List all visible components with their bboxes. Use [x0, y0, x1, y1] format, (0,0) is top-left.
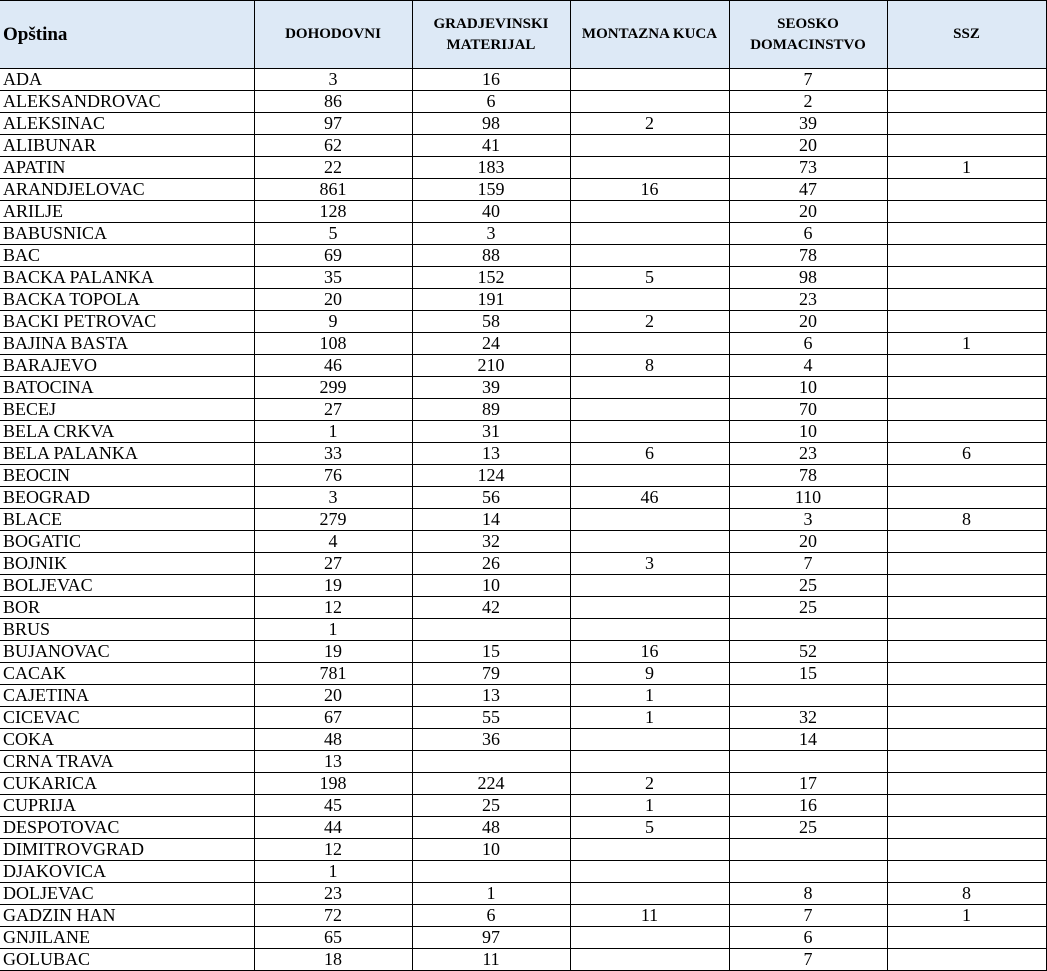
municipality-cell: BEOGRAD — [0, 487, 254, 509]
municipality-cell: BOJNIK — [0, 553, 254, 575]
gradjevinski-materijal-cell: 55 — [412, 707, 570, 729]
header-opstina: Opština — [0, 1, 254, 69]
municipality-cell: CUKARICA — [0, 773, 254, 795]
municipality-cell: GADZIN HAN — [0, 905, 254, 927]
municipality-cell: BAC — [0, 245, 254, 267]
dohodovni-cell: 3 — [254, 69, 412, 91]
ssz-cell — [887, 553, 1046, 575]
dohodovni-cell: 5 — [254, 223, 412, 245]
montazna-kuca-cell — [570, 465, 729, 487]
gradjevinski-materijal-cell: 32 — [412, 531, 570, 553]
gradjevinski-materijal-cell: 48 — [412, 817, 570, 839]
dohodovni-cell: 3 — [254, 487, 412, 509]
table-row — [0, 597, 1046, 619]
gradjevinski-materijal-cell: 24 — [412, 333, 570, 355]
header-dohodovni: DOHODOVNI — [254, 1, 412, 69]
municipality-cell: BATOCINA — [0, 377, 254, 399]
dohodovni-cell: 781 — [254, 663, 412, 685]
table-row — [0, 267, 1046, 289]
ssz-cell: 6 — [887, 443, 1046, 465]
gradjevinski-materijal-cell: 88 — [412, 245, 570, 267]
table-row — [0, 619, 1046, 641]
dohodovni-cell: 45 — [254, 795, 412, 817]
gradjevinski-materijal-cell: 41 — [412, 135, 570, 157]
municipality-cell: CICEVAC — [0, 707, 254, 729]
montazna-kuca-cell — [570, 861, 729, 883]
ssz-cell — [887, 179, 1046, 201]
table-row — [0, 905, 1046, 927]
ssz-cell — [887, 707, 1046, 729]
municipality-cell: BEOCIN — [0, 465, 254, 487]
table-row — [0, 707, 1046, 729]
municipality-cell: BACKA PALANKA — [0, 267, 254, 289]
montazna-kuca-cell — [570, 597, 729, 619]
table-row — [0, 531, 1046, 553]
gradjevinski-materijal-cell: 14 — [412, 509, 570, 531]
dohodovni-cell: 1 — [254, 619, 412, 641]
montazna-kuca-cell: 2 — [570, 773, 729, 795]
dohodovni-cell: 76 — [254, 465, 412, 487]
table-row — [0, 751, 1046, 773]
montazna-kuca-cell — [570, 421, 729, 443]
montazna-kuca-cell: 2 — [570, 113, 729, 135]
ssz-cell — [887, 377, 1046, 399]
table-row — [0, 377, 1046, 399]
ssz-cell: 1 — [887, 905, 1046, 927]
table-row — [0, 487, 1046, 509]
municipality-cell: ALEKSANDROVAC — [0, 91, 254, 113]
seosko-domacinstvo-cell: 15 — [729, 663, 887, 685]
municipality-cell: DOLJEVAC — [0, 883, 254, 905]
seosko-domacinstvo-cell: 78 — [729, 465, 887, 487]
montazna-kuca-cell — [570, 157, 729, 179]
municipality-cell: BUJANOVAC — [0, 641, 254, 663]
table-row — [0, 355, 1046, 377]
table-row — [0, 69, 1046, 91]
gradjevinski-materijal-cell: 31 — [412, 421, 570, 443]
dohodovni-cell: 861 — [254, 179, 412, 201]
ssz-cell: 1 — [887, 333, 1046, 355]
table-row — [0, 883, 1046, 905]
seosko-domacinstvo-cell: 73 — [729, 157, 887, 179]
gradjevinski-materijal-cell: 13 — [412, 685, 570, 707]
montazna-kuca-cell: 1 — [570, 685, 729, 707]
dohodovni-cell: 128 — [254, 201, 412, 223]
gradjevinski-materijal-cell: 159 — [412, 179, 570, 201]
table-row — [0, 157, 1046, 179]
dohodovni-cell: 19 — [254, 575, 412, 597]
table-row — [0, 465, 1046, 487]
dohodovni-cell: 22 — [254, 157, 412, 179]
table-row — [0, 399, 1046, 421]
dohodovni-cell: 69 — [254, 245, 412, 267]
seosko-domacinstvo-cell — [729, 619, 887, 641]
seosko-domacinstvo-cell: 110 — [729, 487, 887, 509]
table-row — [0, 421, 1046, 443]
montazna-kuca-cell: 16 — [570, 179, 729, 201]
dohodovni-cell: 46 — [254, 355, 412, 377]
ssz-cell — [887, 685, 1046, 707]
municipality-cell: ALEKSINAC — [0, 113, 254, 135]
gradjevinski-materijal-cell: 3 — [412, 223, 570, 245]
gradjevinski-materijal-cell: 10 — [412, 575, 570, 597]
ssz-cell — [887, 619, 1046, 641]
seosko-domacinstvo-cell: 25 — [729, 597, 887, 619]
montazna-kuca-cell: 5 — [570, 817, 729, 839]
municipality-cell: ARANDJELOVAC — [0, 179, 254, 201]
table-row — [0, 663, 1046, 685]
gradjevinski-materijal-cell: 13 — [412, 443, 570, 465]
montazna-kuca-cell: 2 — [570, 311, 729, 333]
table-row — [0, 839, 1046, 861]
dohodovni-cell: 20 — [254, 289, 412, 311]
table-row — [0, 223, 1046, 245]
montazna-kuca-cell — [570, 135, 729, 157]
ssz-cell: 8 — [887, 509, 1046, 531]
montazna-kuca-cell — [570, 619, 729, 641]
ssz-cell — [887, 421, 1046, 443]
dohodovni-cell: 279 — [254, 509, 412, 531]
dohodovni-cell: 23 — [254, 883, 412, 905]
ssz-cell — [887, 465, 1046, 487]
table-row — [0, 861, 1046, 883]
seosko-domacinstvo-cell: 25 — [729, 575, 887, 597]
seosko-domacinstvo-cell: 20 — [729, 135, 887, 157]
dohodovni-cell: 9 — [254, 311, 412, 333]
table-row — [0, 795, 1046, 817]
gradjevinski-materijal-cell: 183 — [412, 157, 570, 179]
dohodovni-cell: 1 — [254, 861, 412, 883]
seosko-domacinstvo-cell: 23 — [729, 443, 887, 465]
ssz-cell — [887, 91, 1046, 113]
gradjevinski-materijal-cell: 42 — [412, 597, 570, 619]
seosko-domacinstvo-cell: 10 — [729, 421, 887, 443]
montazna-kuca-cell: 1 — [570, 795, 729, 817]
montazna-kuca-cell — [570, 531, 729, 553]
seosko-domacinstvo-cell: 25 — [729, 817, 887, 839]
table-row — [0, 817, 1046, 839]
municipality-cell: BAJINA BASTA — [0, 333, 254, 355]
table-row — [0, 179, 1046, 201]
ssz-cell — [887, 267, 1046, 289]
montazna-kuca-cell: 16 — [570, 641, 729, 663]
seosko-domacinstvo-cell: 6 — [729, 927, 887, 949]
dohodovni-cell: 44 — [254, 817, 412, 839]
gradjevinski-materijal-cell: 11 — [412, 949, 570, 971]
header-montazna-kuca: MONTAZNA KUCA — [570, 1, 729, 69]
montazna-kuca-cell: 3 — [570, 553, 729, 575]
municipality-cell: BELA CRKVA — [0, 421, 254, 443]
municipality-cell: BOR — [0, 597, 254, 619]
table-row — [0, 443, 1046, 465]
table-row — [0, 949, 1046, 971]
ssz-cell — [887, 487, 1046, 509]
seosko-domacinstvo-cell: 7 — [729, 553, 887, 575]
gradjevinski-materijal-cell: 40 — [412, 201, 570, 223]
dohodovni-cell: 1 — [254, 421, 412, 443]
municipality-cell: ARILJE — [0, 201, 254, 223]
dohodovni-cell: 13 — [254, 751, 412, 773]
ssz-cell — [887, 69, 1046, 91]
municipality-cell: GNJILANE — [0, 927, 254, 949]
header-row — [0, 1, 1046, 69]
table-row — [0, 201, 1046, 223]
montazna-kuca-cell — [570, 201, 729, 223]
dohodovni-cell: 12 — [254, 597, 412, 619]
montazna-kuca-cell: 1 — [570, 707, 729, 729]
table-row — [0, 773, 1046, 795]
seosko-domacinstvo-cell: 20 — [729, 531, 887, 553]
seosko-domacinstvo-cell: 39 — [729, 113, 887, 135]
ssz-cell — [887, 355, 1046, 377]
header-ssz: SSZ — [887, 1, 1046, 69]
gradjevinski-materijal-cell: 25 — [412, 795, 570, 817]
gradjevinski-materijal-cell: 10 — [412, 839, 570, 861]
municipality-cell: BOGATIC — [0, 531, 254, 553]
gradjevinski-materijal-cell: 58 — [412, 311, 570, 333]
dohodovni-cell: 19 — [254, 641, 412, 663]
gradjevinski-materijal-cell: 210 — [412, 355, 570, 377]
montazna-kuca-cell: 8 — [570, 355, 729, 377]
ssz-cell — [887, 311, 1046, 333]
gradjevinski-materijal-cell: 89 — [412, 399, 570, 421]
table-row — [0, 91, 1046, 113]
seosko-domacinstvo-cell — [729, 839, 887, 861]
ssz-cell — [887, 289, 1046, 311]
seosko-domacinstvo-cell — [729, 751, 887, 773]
gradjevinski-materijal-cell — [412, 861, 570, 883]
seosko-domacinstvo-cell: 3 — [729, 509, 887, 531]
municipality-cell: CRNA TRAVA — [0, 751, 254, 773]
dohodovni-cell: 198 — [254, 773, 412, 795]
dohodovni-cell: 65 — [254, 927, 412, 949]
montazna-kuca-cell — [570, 949, 729, 971]
gradjevinski-materijal-cell: 39 — [412, 377, 570, 399]
ssz-cell — [887, 751, 1046, 773]
gradjevinski-materijal-cell — [412, 619, 570, 641]
montazna-kuca-cell — [570, 223, 729, 245]
dohodovni-cell: 48 — [254, 729, 412, 751]
montazna-kuca-cell — [570, 729, 729, 751]
municipality-cell: DESPOTOVAC — [0, 817, 254, 839]
municipality-cell: BACKI PETROVAC — [0, 311, 254, 333]
dohodovni-cell: 299 — [254, 377, 412, 399]
municipality-cell: BACKA TOPOLA — [0, 289, 254, 311]
dohodovni-cell: 86 — [254, 91, 412, 113]
dohodovni-cell: 12 — [254, 839, 412, 861]
gradjevinski-materijal-cell: 26 — [412, 553, 570, 575]
dohodovni-cell: 18 — [254, 949, 412, 971]
montazna-kuca-cell — [570, 91, 729, 113]
seosko-domacinstvo-cell: 47 — [729, 179, 887, 201]
municipality-cell: APATIN — [0, 157, 254, 179]
gradjevinski-materijal-cell: 79 — [412, 663, 570, 685]
header-gradjevinski-materijal: GRADJEVINSKI MATERIJAL — [412, 1, 570, 69]
ssz-cell — [887, 949, 1046, 971]
table-row — [0, 113, 1046, 135]
gradjevinski-materijal-cell: 56 — [412, 487, 570, 509]
gradjevinski-materijal-cell: 16 — [412, 69, 570, 91]
seosko-domacinstvo-cell: 7 — [729, 949, 887, 971]
seosko-domacinstvo-cell: 4 — [729, 355, 887, 377]
ssz-cell: 8 — [887, 883, 1046, 905]
ssz-cell — [887, 597, 1046, 619]
seosko-domacinstvo-cell: 20 — [729, 201, 887, 223]
municipality-cell: BLACE — [0, 509, 254, 531]
municipality-cell: GOLUBAC — [0, 949, 254, 971]
dohodovni-cell: 72 — [254, 905, 412, 927]
table-row — [0, 685, 1046, 707]
gradjevinski-materijal-cell: 36 — [412, 729, 570, 751]
seosko-domacinstvo-cell: 20 — [729, 311, 887, 333]
dohodovni-cell: 97 — [254, 113, 412, 135]
ssz-cell — [887, 575, 1046, 597]
seosko-domacinstvo-cell — [729, 685, 887, 707]
montazna-kuca-cell — [570, 245, 729, 267]
dohodovni-cell: 67 — [254, 707, 412, 729]
seosko-domacinstvo-cell: 14 — [729, 729, 887, 751]
dohodovni-cell: 62 — [254, 135, 412, 157]
dohodovni-cell: 35 — [254, 267, 412, 289]
table-row — [0, 135, 1046, 157]
municipality-cell: CAJETINA — [0, 685, 254, 707]
seosko-domacinstvo-cell: 52 — [729, 641, 887, 663]
montazna-kuca-cell — [570, 377, 729, 399]
municipality-cell: BELA PALANKA — [0, 443, 254, 465]
ssz-cell: 1 — [887, 157, 1046, 179]
table-row — [0, 729, 1046, 751]
ssz-cell — [887, 245, 1046, 267]
municipality-cell: DIMITROVGRAD — [0, 839, 254, 861]
seosko-domacinstvo-cell: 10 — [729, 377, 887, 399]
seosko-domacinstvo-cell: 32 — [729, 707, 887, 729]
montazna-kuca-cell — [570, 399, 729, 421]
montazna-kuca-cell — [570, 839, 729, 861]
seosko-domacinstvo-cell — [729, 861, 887, 883]
ssz-cell — [887, 663, 1046, 685]
gradjevinski-materijal-cell: 6 — [412, 91, 570, 113]
seosko-domacinstvo-cell: 23 — [729, 289, 887, 311]
municipality-cell: BABUSNICA — [0, 223, 254, 245]
ssz-cell — [887, 641, 1046, 663]
ssz-cell — [887, 927, 1046, 949]
municipality-cell: CUPRIJA — [0, 795, 254, 817]
ssz-cell — [887, 795, 1046, 817]
seosko-domacinstvo-cell: 8 — [729, 883, 887, 905]
table-row — [0, 289, 1046, 311]
seosko-domacinstvo-cell: 98 — [729, 267, 887, 289]
seosko-domacinstvo-cell: 7 — [729, 905, 887, 927]
dohodovni-cell: 27 — [254, 553, 412, 575]
table-row — [0, 311, 1046, 333]
dohodovni-cell: 33 — [254, 443, 412, 465]
ssz-cell — [887, 531, 1046, 553]
ssz-cell — [887, 839, 1046, 861]
ssz-cell — [887, 135, 1046, 157]
dohodovni-cell: 4 — [254, 531, 412, 553]
municipality-cell: BOLJEVAC — [0, 575, 254, 597]
gradjevinski-materijal-cell: 15 — [412, 641, 570, 663]
montazna-kuca-cell — [570, 927, 729, 949]
header-seosko-domacinstvo: SEOSKO DOMACINSTVO — [729, 1, 887, 69]
montazna-kuca-cell — [570, 333, 729, 355]
gradjevinski-materijal-cell: 97 — [412, 927, 570, 949]
gradjevinski-materijal-cell: 98 — [412, 113, 570, 135]
gradjevinski-materijal-cell: 152 — [412, 267, 570, 289]
gradjevinski-materijal-cell: 224 — [412, 773, 570, 795]
gradjevinski-materijal-cell: 191 — [412, 289, 570, 311]
ssz-cell — [887, 399, 1046, 421]
seosko-domacinstvo-cell: 6 — [729, 223, 887, 245]
municipality-cell: ADA — [0, 69, 254, 91]
table-row — [0, 245, 1046, 267]
dohodovni-cell: 27 — [254, 399, 412, 421]
ssz-cell — [887, 223, 1046, 245]
municipality-cell: BRUS — [0, 619, 254, 641]
municipality-cell: CACAK — [0, 663, 254, 685]
seosko-domacinstvo-cell: 2 — [729, 91, 887, 113]
table-row — [0, 641, 1046, 663]
table-row — [0, 575, 1046, 597]
table-row — [0, 333, 1046, 355]
montazna-kuca-cell — [570, 289, 729, 311]
table-row — [0, 553, 1046, 575]
seosko-domacinstvo-cell: 16 — [729, 795, 887, 817]
dohodovni-cell: 20 — [254, 685, 412, 707]
municipality-cell: COKA — [0, 729, 254, 751]
montazna-kuca-cell: 9 — [570, 663, 729, 685]
ssz-cell — [887, 817, 1046, 839]
gradjevinski-materijal-cell — [412, 751, 570, 773]
montazna-kuca-cell: 6 — [570, 443, 729, 465]
table-row — [0, 509, 1046, 531]
gradjevinski-materijal-cell: 1 — [412, 883, 570, 905]
montazna-kuca-cell — [570, 69, 729, 91]
dohodovni-cell: 108 — [254, 333, 412, 355]
montazna-kuca-cell — [570, 883, 729, 905]
montazna-kuca-cell — [570, 575, 729, 597]
seosko-domacinstvo-cell: 6 — [729, 333, 887, 355]
seosko-domacinstvo-cell: 78 — [729, 245, 887, 267]
ssz-cell — [887, 773, 1046, 795]
gradjevinski-materijal-cell: 124 — [412, 465, 570, 487]
montazna-kuca-cell: 46 — [570, 487, 729, 509]
ssz-cell — [887, 861, 1046, 883]
municipality-cell: DJAKOVICA — [0, 861, 254, 883]
seosko-domacinstvo-cell: 17 — [729, 773, 887, 795]
municipality-cell: BECEJ — [0, 399, 254, 421]
gradjevinski-materijal-cell: 6 — [412, 905, 570, 927]
ssz-cell — [887, 201, 1046, 223]
ssz-cell — [887, 729, 1046, 751]
montazna-kuca-cell: 11 — [570, 905, 729, 927]
ssz-cell — [887, 113, 1046, 135]
montazna-kuca-cell: 5 — [570, 267, 729, 289]
seosko-domacinstvo-cell: 70 — [729, 399, 887, 421]
montazna-kuca-cell — [570, 751, 729, 773]
municipality-cell: BARAJEVO — [0, 355, 254, 377]
municipality-cell: ALIBUNAR — [0, 135, 254, 157]
table-row — [0, 927, 1046, 949]
montazna-kuca-cell — [570, 509, 729, 531]
seosko-domacinstvo-cell: 7 — [729, 69, 887, 91]
